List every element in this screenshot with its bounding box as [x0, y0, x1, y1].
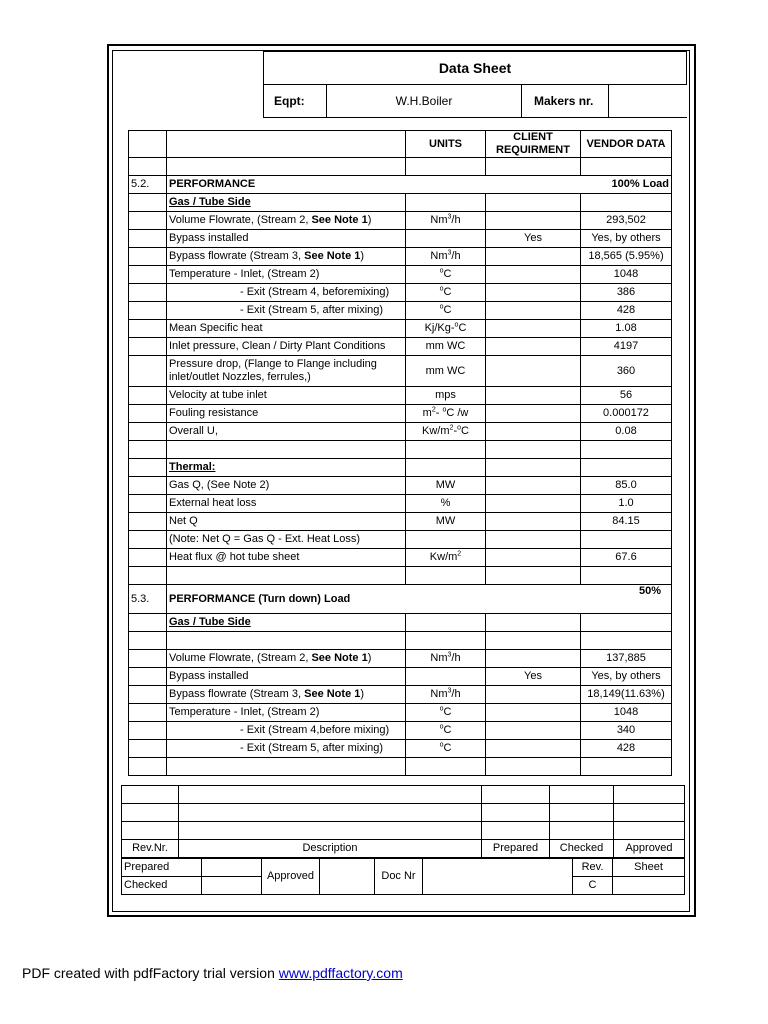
table-row [129, 284, 768, 302]
param-label: Fouling resistance [167, 405, 406, 423]
section-load: 50% [581, 585, 672, 614]
param-label: Bypass flowrate (Stream 3, See Note 1) [167, 686, 406, 704]
unit-cell: $^o$C [406, 722, 486, 740]
approved-label: Approved [614, 840, 685, 858]
footer-doc-nr: Doc Nr [375, 859, 423, 895]
param-label: Pressure drop, (Flange to Flange including inlet/outlet Nozzles, ferrules,) [167, 356, 406, 387]
table-row [129, 513, 768, 531]
section-num: 5.2. [129, 176, 167, 194]
unit-cell: $^o$C [406, 704, 486, 722]
param-label: Bypass flowrate (Stream 3, See Note 1) [167, 248, 406, 266]
vendor-cell: 0.08 [581, 423, 672, 441]
unit-cell: Nm$^3$/h [406, 686, 486, 704]
param-label: Volume Flowrate, (Stream 2, See Note 1) [167, 650, 406, 668]
unit-cell: $Kw/m^2-^oC$ [406, 423, 486, 441]
client-cell [486, 740, 581, 758]
vendor-cell: 18,565 (5.95%) [581, 248, 672, 266]
client-cell [486, 338, 581, 356]
vendor-cell: 85.0 [581, 477, 672, 495]
param-label: - Exit (Stream 5, after mixing) [167, 302, 406, 320]
client-cell [486, 212, 581, 230]
unit-cell: MW [406, 477, 486, 495]
client-cell: Yes [486, 230, 581, 248]
client-cell [486, 549, 581, 567]
client-cell [486, 356, 581, 387]
table-row [129, 320, 768, 338]
performance-table [128, 130, 768, 776]
client-cell: Yes [486, 668, 581, 686]
client-cell [486, 320, 581, 338]
unit-cell [406, 230, 486, 248]
unit-cell: $m^2-$ $^o$C /w [406, 405, 486, 423]
eqpt-value: W.H.Boiler [327, 85, 522, 118]
unit-cell: mm WC [406, 356, 486, 387]
vendor-cell: 137,885 [581, 650, 672, 668]
table-row [129, 686, 768, 704]
table-row [129, 495, 768, 513]
description-label: Description [179, 840, 482, 858]
client-cell [486, 284, 581, 302]
vendor-cell: 360 [581, 356, 672, 387]
param-label: Volume Flowrate, (Stream 2, See Note 1) [167, 212, 406, 230]
client-cell [486, 513, 581, 531]
pdf-note [22, 965, 403, 981]
footer-sheet: Sheet [613, 859, 685, 877]
unit-cell: $^o$C [406, 740, 486, 758]
client-cell [486, 477, 581, 495]
table-row [129, 338, 768, 356]
client-cell [486, 248, 581, 266]
table-row [129, 230, 768, 248]
unit-cell: Nm$^3$/h [406, 248, 486, 266]
table-row [129, 212, 768, 230]
section-subtitle: Gas / Tube Side [167, 614, 406, 632]
table-row [129, 477, 768, 495]
table-row [129, 668, 768, 686]
param-label: Mean Specific heat [167, 320, 406, 338]
unit-cell [406, 668, 486, 686]
unit-cell: Nm$^3$/h [406, 650, 486, 668]
client-cell [486, 650, 581, 668]
table-row [129, 266, 768, 284]
param-label: Velocity at tube inlet [167, 387, 406, 405]
col-units: UNITS [406, 131, 486, 158]
client-cell [486, 302, 581, 320]
vendor-cell: 293,502 [581, 212, 672, 230]
table-row [129, 248, 768, 266]
param-label: Temperature - Inlet, (Stream 2) [167, 704, 406, 722]
param-label: External heat loss [167, 495, 406, 513]
client-cell [486, 266, 581, 284]
vendor-cell: 0.000172 [581, 405, 672, 423]
table-row [129, 356, 768, 387]
thermal-title: Thermal: [167, 459, 406, 477]
vendor-cell: 84.15 [581, 513, 672, 531]
param-label: - Exit (Stream 4,before mixing) [167, 722, 406, 740]
vendor-cell: 340 [581, 722, 672, 740]
section-title: PERFORMANCE (Turn down) Load [167, 585, 581, 614]
vendor-cell: 386 [581, 284, 672, 302]
vendor-cell: 18,149(11.63%) [581, 686, 672, 704]
section-subtitle: Gas / Tube Side [167, 194, 406, 212]
param-label: Net Q [167, 513, 406, 531]
client-cell [486, 704, 581, 722]
vendor-cell: 1.08 [581, 320, 672, 338]
client-cell [486, 423, 581, 441]
footer-table [121, 858, 685, 895]
page-title: Data Sheet [264, 52, 687, 85]
pdffactory-link[interactable]: www.pdffactory.com [278, 965, 403, 981]
param-label: Inlet pressure, Clean / Dirty Plant Conditions [167, 338, 406, 356]
section-load: 100% Load [581, 176, 672, 194]
eqpt-label: Eqpt: [264, 85, 327, 118]
table-row [129, 549, 768, 567]
vendor-cell [581, 531, 672, 549]
param-label: - Exit (Stream 5, after mixing) [167, 740, 406, 758]
table-row [129, 650, 768, 668]
client-cell [486, 495, 581, 513]
checked-label: Checked [550, 840, 614, 858]
param-label: Bypass installed [167, 230, 406, 248]
vendor-cell: Yes, by others [581, 230, 672, 248]
param-label: Gas Q, (See Note 2) [167, 477, 406, 495]
col-client: CLIENT REQUIRMENT [486, 131, 581, 158]
logo-cell [114, 52, 264, 118]
client-cell [486, 531, 581, 549]
client-cell [486, 387, 581, 405]
param-label: Bypass installed [167, 668, 406, 686]
vendor-cell: Yes, by others [581, 668, 672, 686]
table-row [129, 740, 768, 758]
unit-cell: % [406, 495, 486, 513]
unit-cell: $^o$C [406, 284, 486, 302]
section-num: 5.3. [129, 585, 167, 614]
table-row [129, 405, 768, 423]
footer-checked: Checked [122, 877, 202, 895]
revision-table [121, 785, 685, 858]
unit-cell: mps [406, 387, 486, 405]
table-row [129, 531, 768, 549]
section-title: PERFORMANCE [167, 176, 581, 194]
table-row [129, 704, 768, 722]
table-row [129, 423, 768, 441]
client-cell [486, 722, 581, 740]
rev-nr-label: Rev.Nr. [122, 840, 179, 858]
table-row [129, 387, 768, 405]
vendor-cell: 56 [581, 387, 672, 405]
param-label: (Note: Net Q = Gas Q - Ext. Heat Loss) [167, 531, 406, 549]
pdf-note-text: PDF created with pdfFactory trial version [22, 965, 279, 981]
unit-cell: mm WC [406, 338, 486, 356]
header-table [114, 51, 687, 118]
unit-cell: $^o$C [406, 302, 486, 320]
vendor-cell: 1048 [581, 704, 672, 722]
param-label: Overall U, [167, 423, 406, 441]
makers-value [609, 85, 687, 118]
table-row [129, 722, 768, 740]
footer-prepared: Prepared [122, 859, 202, 877]
makers-label: Makers nr. [522, 85, 609, 118]
vendor-cell: 1.0 [581, 495, 672, 513]
client-cell [486, 405, 581, 423]
param-label: Heat flux @ hot tube sheet [167, 549, 406, 567]
footer-approved: Approved [262, 859, 320, 895]
footer-rev: Rev. [573, 859, 613, 877]
param-label: - Exit (Stream 4, beforemixing) [167, 284, 406, 302]
param-label: Temperature - Inlet, (Stream 2) [167, 266, 406, 284]
prepared-label: Prepared [482, 840, 550, 858]
vendor-cell: 428 [581, 740, 672, 758]
unit-cell [406, 531, 486, 549]
vendor-cell: 428 [581, 302, 672, 320]
unit-cell: $^o$C [406, 266, 486, 284]
vendor-cell: 1048 [581, 266, 672, 284]
table-row [129, 302, 768, 320]
vendor-cell: 67.6 [581, 549, 672, 567]
footer-rev-value: C [573, 877, 613, 895]
unit-cell: $Kw/m^2$ [406, 549, 486, 567]
vendor-cell: 4197 [581, 338, 672, 356]
client-cell [486, 686, 581, 704]
col-vendor: VENDOR DATA [581, 131, 672, 158]
unit-cell: MW [406, 513, 486, 531]
unit-cell: Nm$^3$/h [406, 212, 486, 230]
unit-cell: Kj/Kg-$^o$C [406, 320, 486, 338]
